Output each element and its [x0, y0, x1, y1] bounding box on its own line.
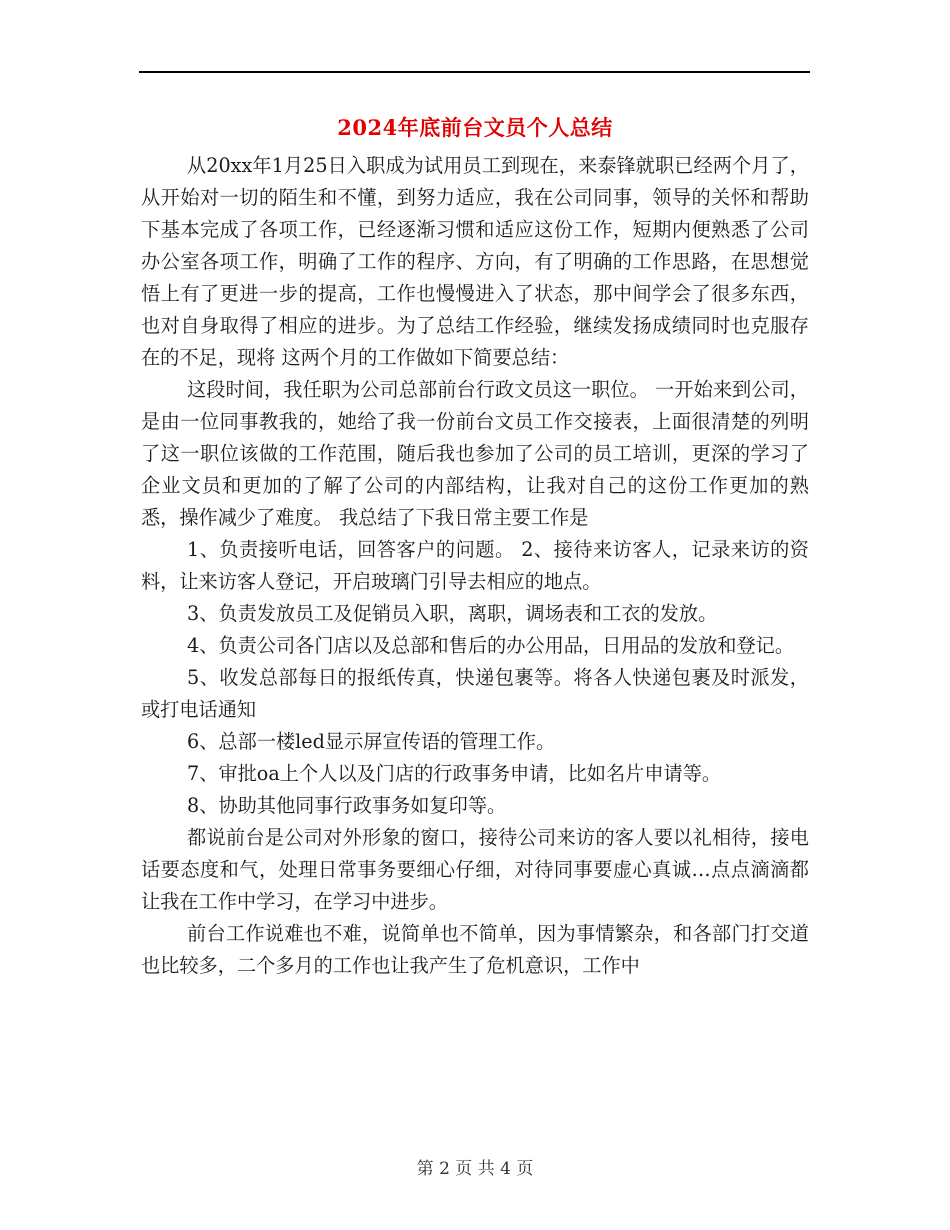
- duty-item-6: 6、总部一楼led显示屏宣传语的管理工作。: [187, 730, 556, 753]
- duty-item-4: 4、负责公司各门店以及总部和售后的办公用品，日用品的发放和登记。: [187, 634, 795, 657]
- duty-item-7: 7、审批oa上个人以及门店的行政事务申请，比如名片申请等。: [187, 762, 722, 785]
- document-title: 2024年底前台文员个人总结: [337, 115, 613, 140]
- duty-item-3: 3、负责发放员工及促销员入职，离职，调场表和工衣的发放。: [187, 602, 718, 625]
- paragraph-position: 这段时间，我任职为公司总部前台行政文员这一职位。 一开始来到公司，是由一位同事教我的，她给了我一份前台文员工作交接表，上面很清楚的列明了这一职位该做的工作范围，随后我也参加了公司的员工培训，更深的学习了企业文员和更加的了解了公司的内部结构，让我对自己的这份工作更加的熟悉，操作减少了难度。 我总结了下我日常主要工作是: [141, 378, 809, 529]
- paragraph-reflection: 都说前台是公司对外形象的窗口，接待公司来访的客人要以礼相待，接电话要态度和气，处理日常事务要细心仔细，对待同事要虚心真诚…点点滴滴都让我在工作中学习，在学习中进步。: [141, 826, 809, 913]
- paragraph-intro: 从20xx年1月25日入职成为试用员工到现在，来泰锋就职已经两个月了，从开始对一切的陌生和不懂，到努力适应，我在公司同事，领导的关怀和帮助下基本完成了各项工作，已经逐渐习惯和适应这份工作，短期内便熟悉了公司办公室各项工作，明确了工作的程序、方向，有了明确的工作思路，在思想觉悟上有了更进一步的提高，工作也慢慢进入了状态，那中间学会了很多东西，也对自身取得了相应的进步。为了总结工作经验，继续发扬成绩同时也克服存在的不足，现将 这两个月的工作做如下简要总结：: [141, 154, 809, 369]
- duty-item-8: 8、协助其他同事行政事务如复印等。: [187, 794, 507, 817]
- duty-item-5: 5、收发总部每日的报纸传真，快递包裹等。将各人快递包裹及时派发，或打电话通知: [141, 666, 809, 721]
- header-rule: [139, 71, 810, 73]
- document-body: [141, 150, 809, 982]
- paragraph-continuation: 前台工作说难也不难，说简单也不简单，因为事情繁杂，和各部门打交道也比较多，二个多月的工作也让我产生了危机意识，工作中: [141, 922, 809, 977]
- duty-item-1-2: 1、负责接听电话，回答客户的问题。 2、接待来访客人，记录来访的资料，让来访客人登记，开启玻璃门引导去相应的地点。: [141, 538, 809, 593]
- page-number-footer: 第 2 页 共 4 页: [416, 1159, 534, 1179]
